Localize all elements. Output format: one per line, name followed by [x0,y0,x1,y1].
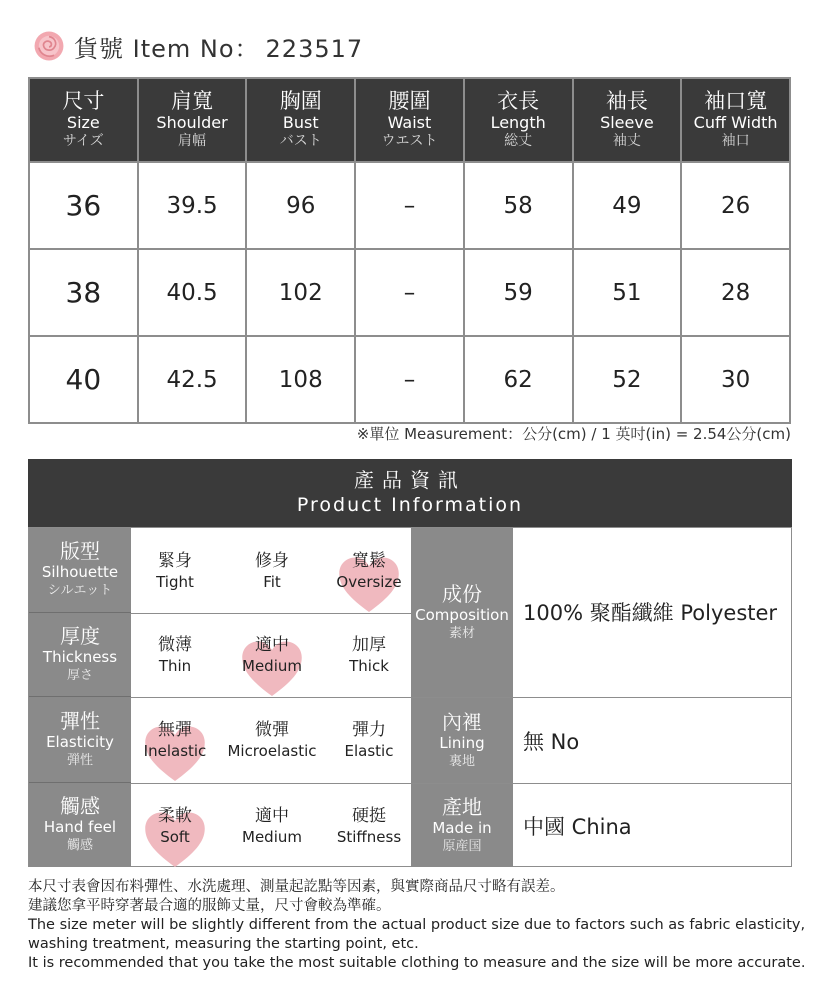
composition-label: 成份 Composition 素材 [411,528,513,697]
table-cell: 28 [681,249,790,336]
option-microelastic: 微彈 Microelastic [227,720,317,760]
table-cell: 26 [681,162,790,249]
table-cell: 59 [464,249,573,336]
table-cell: 40.5 [138,249,247,336]
option-soft: 柔軟 Soft [133,805,217,877]
option-tight: 緊身 Tight [156,551,194,591]
option-medium-feel: 適中 Medium [242,806,302,846]
table-cell: – [355,336,464,423]
table-row [29,162,790,249]
hand-feel-label: 觸感 Hand feel 觸感 [29,783,131,867]
note-line: 本尺寸表會因布料彈性、水洗處理、測量起訖點等因素，與實際商品尺寸略有誤差。 [28,879,565,895]
rose-icon [32,29,66,63]
thickness-label: 厚度 Thickness 厚さ [29,613,131,697]
option-inelastic: 無彈 Inelastic [133,719,217,791]
table-cell: 36 [29,162,138,249]
made-in-label: 產地 Made in 原産国 [411,783,513,867]
table-cell: 40 [29,336,138,423]
column-header: 袖長 Sleeve 袖丈 [573,78,682,162]
table-cell: 38 [29,249,138,336]
column-header: 尺寸 Size サイズ [29,78,138,162]
option-thick: 加厚 Thick [349,635,389,675]
table-cell: 102 [246,249,355,336]
table-row [29,249,790,336]
column-header: 胸圍 Bust バスト [246,78,355,162]
disclaimer-notes [28,878,806,973]
column-header: 衣長 Length 総丈 [464,78,573,162]
table-cell: 30 [681,336,790,423]
table-cell: – [355,249,464,336]
column-header: 腰圍 Waist ウエスト [355,78,464,162]
note-line: The size meter will be slightly different from the actual product size due to factors such as fabric elasticity, [28,917,806,933]
column-header: 袖口寬 Cuff Width 袖口 [681,78,790,162]
size-table [28,77,791,424]
lining-value: 無 No [523,730,580,754]
option-oversize: 寬鬆 Oversize [327,550,411,622]
lining-label: 內裡 Lining 裏地 [411,697,513,783]
column-header: 肩寬 Shoulder 肩幅 [138,78,247,162]
table-cell: 39.5 [138,162,247,249]
measurement-note: ※單位 Measurement：公分(cm) / 1 英吋(in) = 2.54公分(cm) [356,425,791,443]
table-cell: 51 [573,249,682,336]
option-stiffness: 硬挺 Stiffness [336,806,402,846]
composition-value: 100% 聚酯纖維 Polyester [523,601,778,625]
note-line: washing treatment, measuring the starting point, etc. [28,936,419,952]
note-line: 建議您拿平時穿著最合適的服飾丈量，尺寸會較為準確。 [28,898,391,914]
option-fit: 修身 Fit [255,551,289,591]
table-cell: 62 [464,336,573,423]
option-thin: 微薄 Thin [158,635,192,675]
product-info-header [28,459,792,527]
product-info-grid [28,527,792,867]
option-elastic: 彈力 Elastic [344,720,394,760]
item-header [32,28,363,64]
product-info-title-en: Product Information [296,494,524,516]
table-cell: 52 [573,336,682,423]
table-cell: 108 [246,336,355,423]
silhouette-label: 版型 Silhouette シルエット [29,528,131,613]
note-line: It is recommended that you take the most suitable clothing to measure and the size will be more accurate. [28,955,806,971]
table-cell: – [355,162,464,249]
elasticity-label: 彈性 Elasticity 弾性 [29,697,131,783]
made-in-value: 中國 China [523,815,632,839]
table-row [29,336,790,423]
table-cell: 96 [246,162,355,249]
product-info-title-zh: 產品資訊 [354,468,466,492]
table-cell: 58 [464,162,573,249]
option-medium: 適中 Medium [230,634,314,706]
table-cell: 49 [573,162,682,249]
item-number-label: 貨號 Item No： 223517 [74,34,364,63]
table-cell: 42.5 [138,336,247,423]
item-number: 223517 [265,34,364,63]
size-table-header-row [29,78,790,162]
